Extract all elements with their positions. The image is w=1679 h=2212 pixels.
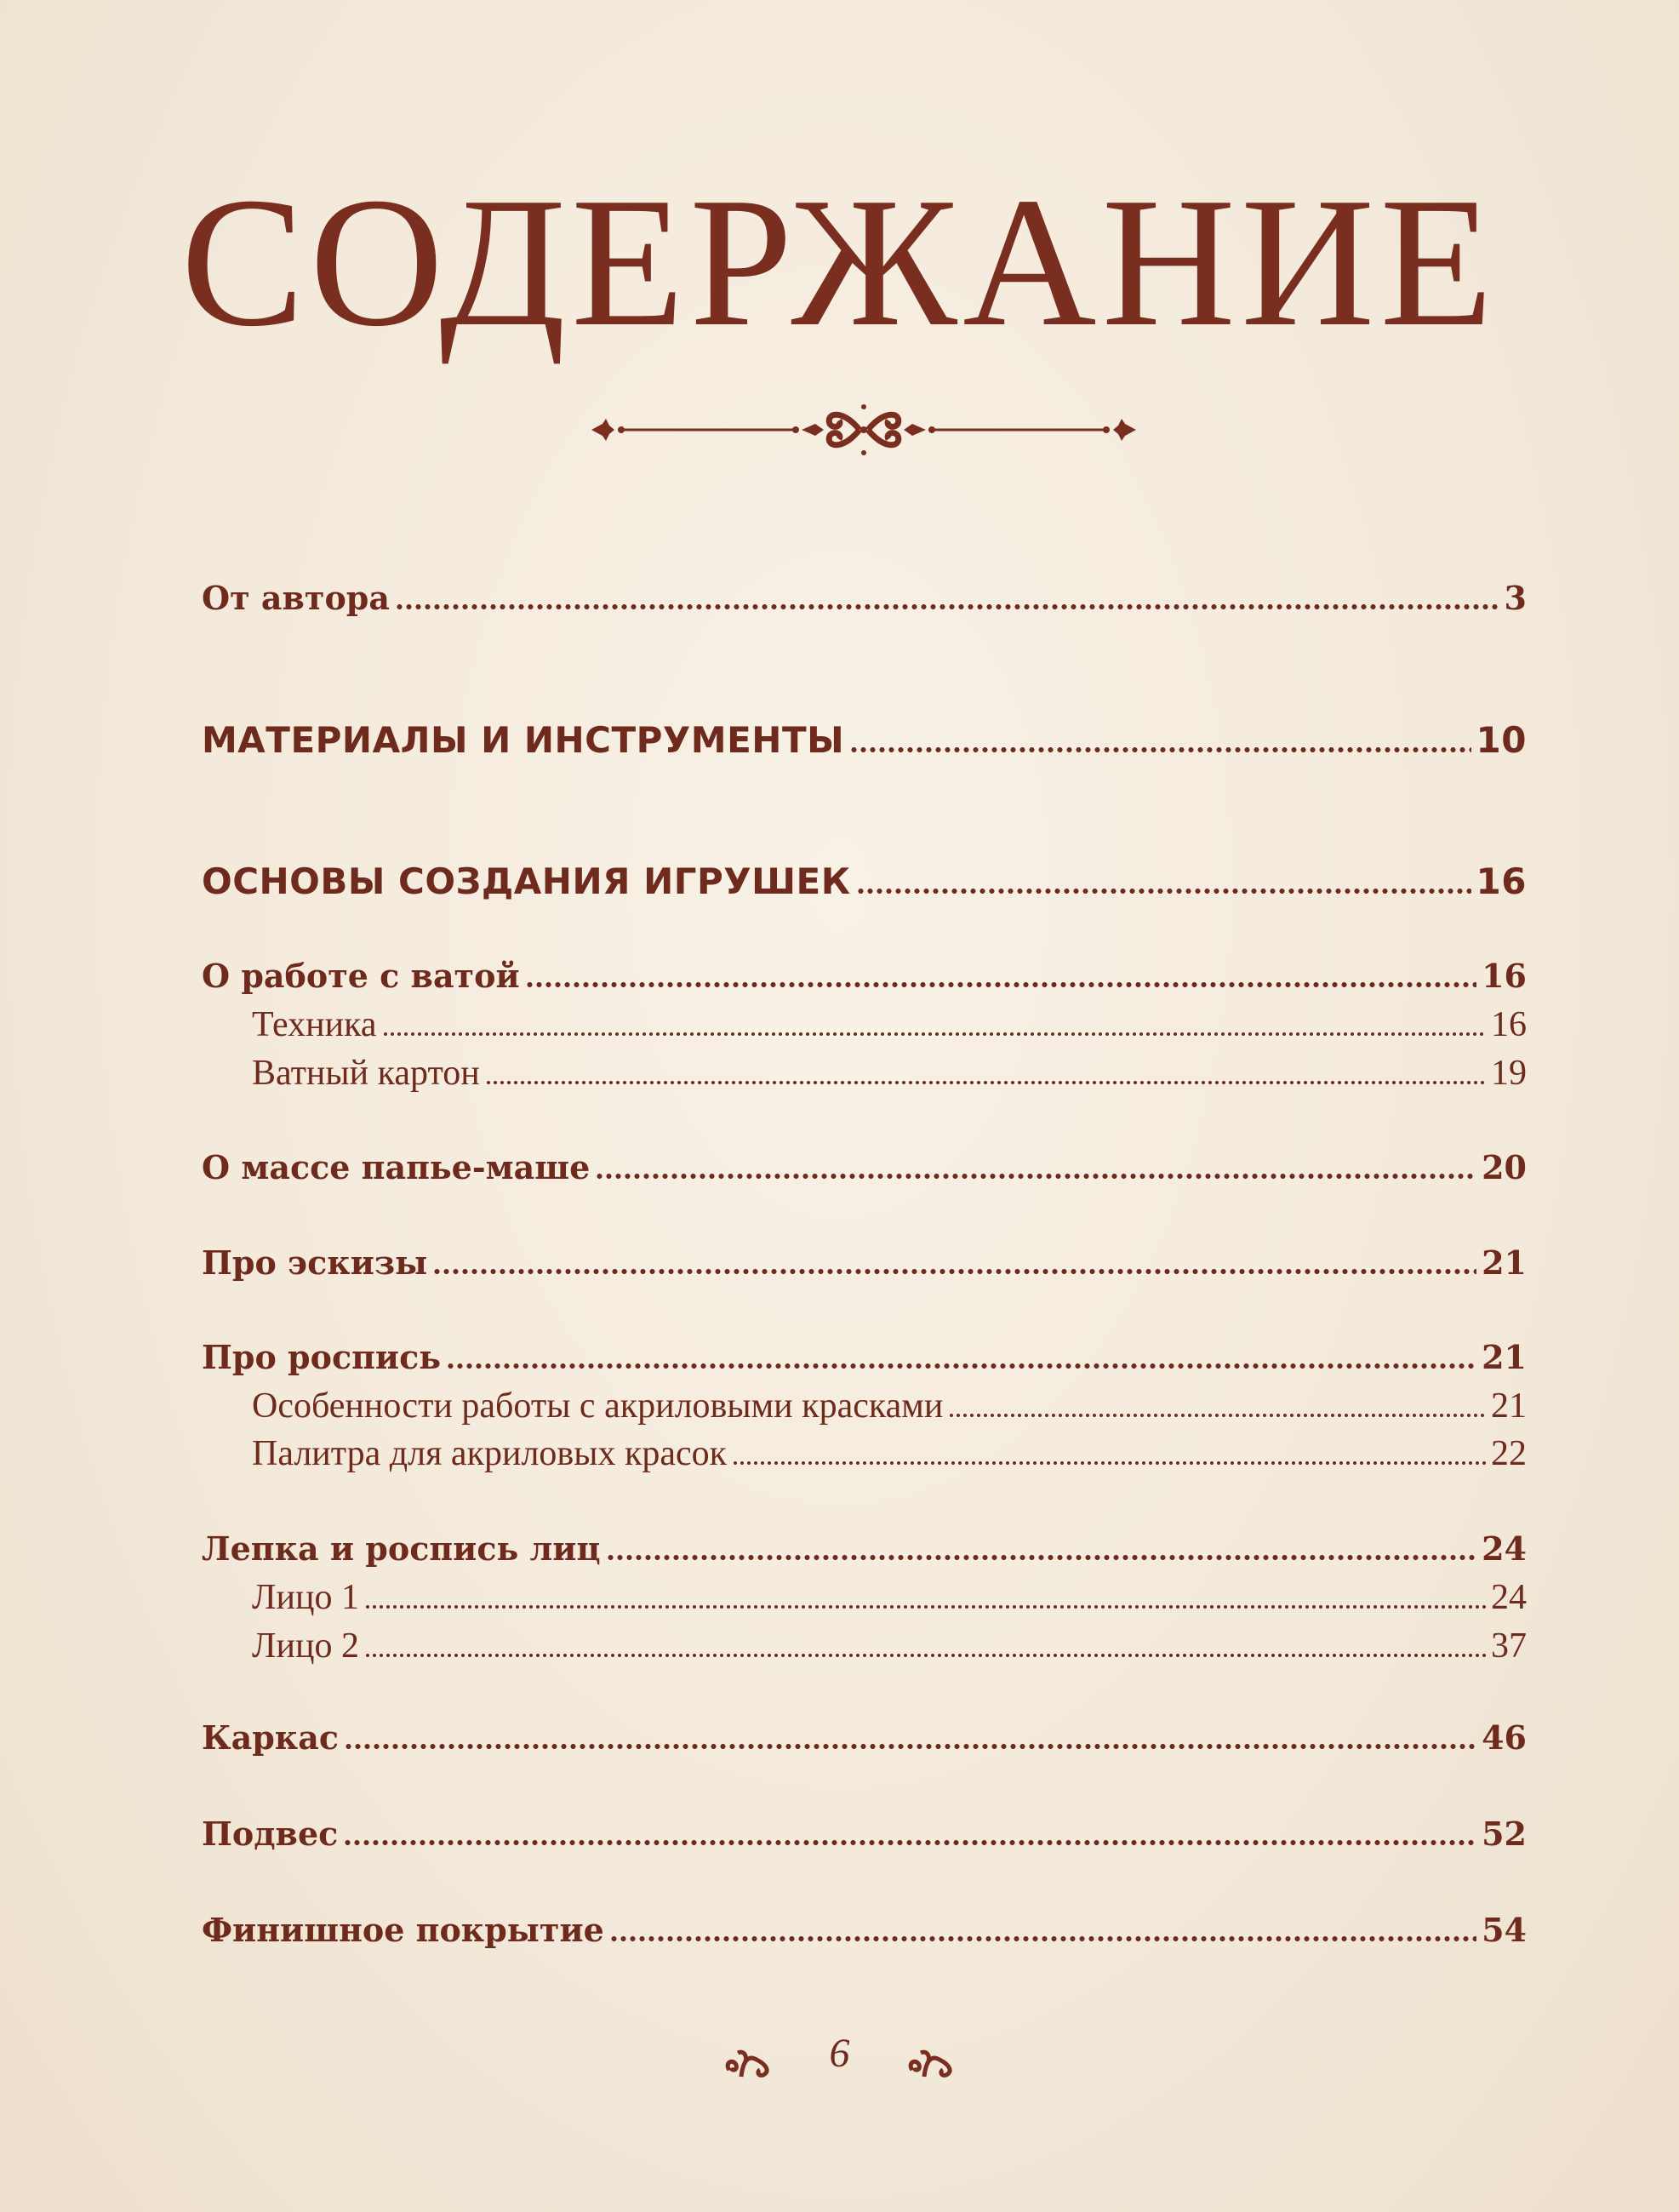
toc-entry-page: 21 <box>1482 1243 1527 1282</box>
flourish-right-icon <box>905 2046 957 2080</box>
toc-entry-title: Палитра для акриловых красок <box>252 1434 728 1473</box>
dot-leader <box>948 1414 1486 1417</box>
toc-entry[interactable] <box>252 1053 1527 1104</box>
page-title: СОДЕРЖАНИЕ <box>180 160 1499 365</box>
toc-entry[interactable] <box>202 1243 1527 1295</box>
toc-entry-page: 16 <box>1476 860 1527 902</box>
toc-entry[interactable] <box>202 860 1527 912</box>
toc-entry[interactable] <box>252 1433 1527 1484</box>
toc-entry-title: Лицо 2 <box>252 1626 359 1666</box>
flourish-left-icon <box>722 2046 774 2080</box>
dot-leader <box>432 1269 1476 1274</box>
toc-entry-page: 24 <box>1482 1529 1527 1568</box>
toc-entry[interactable] <box>252 1386 1527 1437</box>
toc-entry-title: Финишное покрытие <box>202 1911 604 1949</box>
dot-leader <box>395 604 1499 609</box>
page-number: 6 <box>829 2031 850 2076</box>
dot-leader <box>364 1654 1486 1657</box>
toc-entry-page: 24 <box>1491 1578 1527 1617</box>
toc-entry-page: 46 <box>1482 1718 1527 1757</box>
toc-entry-page: 19 <box>1491 1054 1527 1093</box>
dot-leader <box>344 1744 1476 1749</box>
toc-entry-page: 10 <box>1476 719 1527 761</box>
toc-entry-page: 20 <box>1482 1148 1527 1186</box>
toc-entry[interactable] <box>202 1338 1527 1389</box>
toc-entry-title: Лицо 1 <box>252 1578 359 1617</box>
toc-entry-title: Каркас <box>202 1718 339 1757</box>
toc-entry-title: Ватный картон <box>252 1054 480 1093</box>
toc-entry[interactable] <box>202 1148 1527 1199</box>
toc-entry-title: ОСНОВЫ СОЗДАНИЯ ИГРУШЕК <box>202 860 851 902</box>
toc-entry[interactable] <box>202 957 1527 1008</box>
toc-entry-page: 16 <box>1482 957 1527 995</box>
toc-entry-page: 3 <box>1504 579 1527 617</box>
toc-entry-page: 52 <box>1482 1815 1527 1853</box>
dot-leader <box>595 1174 1476 1179</box>
toc-entry-title: Лепка и роспись лиц <box>202 1529 601 1568</box>
toc-entry-page: 54 <box>1482 1911 1527 1949</box>
toc-entry[interactable] <box>202 1815 1527 1866</box>
toc-entry-page: 21 <box>1491 1386 1527 1426</box>
toc-entry-title: От автора <box>202 579 390 617</box>
toc-entry-title: Про эскизы <box>202 1243 428 1282</box>
toc-entry-title: Особенности работы с акриловыми красками <box>252 1386 944 1426</box>
toc-entry[interactable] <box>202 1718 1527 1769</box>
dot-leader <box>856 889 1471 894</box>
dot-leader <box>606 1555 1477 1560</box>
toc-entry-title: Техника <box>252 1005 377 1044</box>
dot-leader <box>609 1936 1476 1941</box>
toc-entry-page: 21 <box>1482 1338 1527 1376</box>
toc-entry-title: Подвес <box>202 1815 339 1853</box>
toc-entry[interactable] <box>202 579 1527 630</box>
dot-leader <box>732 1461 1486 1465</box>
toc-entry-page: 16 <box>1491 1005 1527 1044</box>
dot-leader <box>382 1032 1486 1036</box>
toc-entry-title: О работе с ватой <box>202 957 520 995</box>
dot-leader <box>364 1605 1486 1609</box>
dot-leader <box>849 747 1471 752</box>
dot-leader <box>343 1840 1476 1845</box>
page-footer <box>0 2030 1679 2080</box>
toc-entry[interactable] <box>202 719 1527 770</box>
toc-entry[interactable] <box>202 1911 1527 1962</box>
toc-entry[interactable] <box>202 1529 1527 1580</box>
dot-leader <box>485 1081 1486 1084</box>
toc-entry-page: 22 <box>1491 1434 1527 1473</box>
dot-leader <box>525 982 1476 987</box>
toc-entry[interactable] <box>252 1626 1527 1677</box>
dot-leader <box>446 1363 1476 1369</box>
ornament-divider-icon <box>587 400 1140 460</box>
toc-entry-title: МАТЕРИАЛЫ И ИНСТРУМЕНТЫ <box>202 719 845 761</box>
toc-entry[interactable] <box>252 1004 1527 1055</box>
toc-entry-title: О массе папье-маше <box>202 1148 591 1186</box>
toc-entry[interactable] <box>252 1577 1527 1628</box>
toc-entry-title: Про роспись <box>202 1338 442 1376</box>
toc-entry-page: 37 <box>1491 1626 1527 1666</box>
